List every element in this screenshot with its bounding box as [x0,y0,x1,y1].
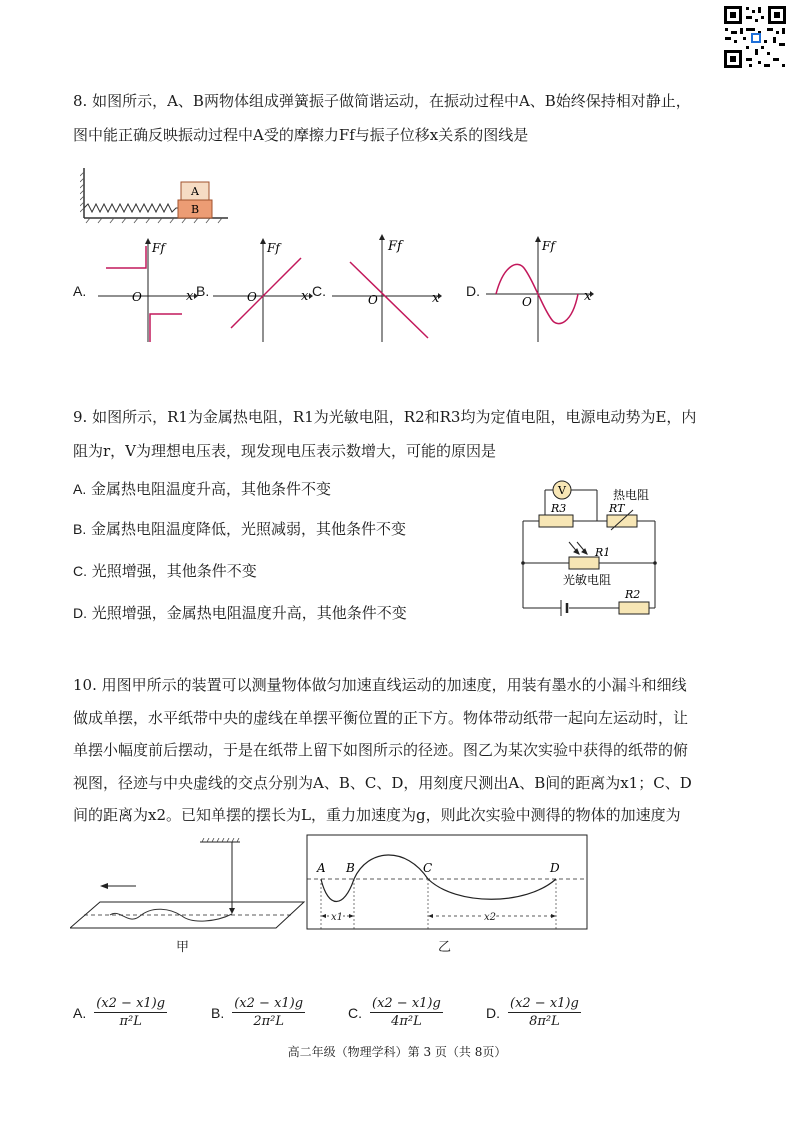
fraction [94,996,167,1029]
q9-circuit [515,476,665,624]
q8-graph-b [213,238,313,344]
q10-number: 10. [73,676,97,694]
point-a-label: A [317,861,326,875]
q9-option-b-text: 金属热电阻温度降低，光照减弱，其他条件不变 [91,520,407,538]
q9-line1 [73,400,733,434]
point-b-label: B [346,861,355,875]
thermistor-rt [607,515,637,527]
q9-option-a-text: 金属热电阻温度升高，其他条件不变 [91,480,332,498]
q8-option-b-letter: B. [196,283,210,299]
q10-figure-yi-caption: 乙 [438,940,452,955]
q10-line4: 视图，径迹与中央虚线的交点分别为A、B、C、D，用刻度尺测出A、B间的距离为x1；C、D [73,773,692,792]
axis-ff-label: Ff [388,239,402,254]
resistor-r3-label: R3 [551,502,567,515]
axis-x-label: x [301,289,309,304]
q10-option-c-letter: C. [348,1004,362,1021]
q8-number: 8. [73,92,88,110]
q10-figure-yi [306,834,590,932]
q8-line2 [73,118,733,152]
q10-stem [73,669,733,832]
axis-x-label: x [584,289,592,304]
block-a-label: A [191,185,199,198]
q9-line2-text: 阻为r，V为理想电压表，现发现电压表示数增大，可能的原因是 [73,442,497,460]
q9-option-c [73,560,257,581]
qr-code-icon [722,4,788,70]
axis-ff-label: Ff [267,241,280,255]
q8-option-a-letter: A. [73,283,87,299]
q9-option-c-text: 光照增强，其他条件不变 [91,562,257,580]
q10-figure-jia [70,838,306,930]
page-footer: 高二年级（物理学科）第 3 页（共 8页） [287,1045,507,1059]
thermal-resistor-caption: 热电阻 [613,488,650,502]
q9-option-d-letter: D. [73,605,87,621]
axis-ff-label: Ff [152,241,165,255]
origin-label: O [132,290,142,304]
distance-x2-label: x2 [484,912,497,923]
q10-line5: 间的距离为x2。已知单摆的摆长为L，重力加速度为g，则此次实验中测得的物体的加速度为 [73,806,681,824]
q8-option-d-letter: D. [466,283,480,299]
battery-icon [561,600,567,616]
origin-label: O [368,293,378,307]
q10-option-c [348,996,443,1029]
resistor-r2-label: R2 [625,588,641,601]
q10-option-d-letter: D. [486,1004,500,1021]
q9-number: 9. [73,408,88,426]
photoresistor-r1-label: R1 [595,546,611,559]
block-b-label: B [190,203,200,216]
q8-line2-text: 图中能正确反映振动过程中A受的摩擦力Ff与振子位移x关系的图线是 [73,126,529,144]
distance-x1-label: x1 [331,912,344,923]
curve-b [231,258,301,328]
q9-line1-text: 如图所示，R1为金属热电阻，R1为光敏电阻，R2和R3均为定值电阻，电源电动势为E，内 [92,408,697,426]
q10-option-b [211,996,305,1029]
q8-spring-figure [80,166,230,226]
denominator: 4π²L [391,1014,422,1029]
q8-graph-c [332,234,442,344]
funnel-icon [229,908,235,914]
q9-option-d-text: 光照增强，金属热电阻温度升高，其他条件不变 [91,604,407,622]
denominator: 2π²L [253,1014,284,1029]
q10-option-d [486,996,581,1029]
q10-option-a [73,996,167,1029]
denominator: π²L [119,1014,142,1029]
fraction [370,996,443,1029]
q9-option-a-letter: A. [73,481,87,497]
resistor-r2 [619,602,649,614]
numerator: (x2 − x1)g [234,996,304,1011]
q8-option-c-letter: C. [312,283,326,299]
resistor-r3 [539,515,573,527]
axis-x-label: x [186,289,194,304]
axis-x-label: x [432,291,440,306]
light-arrows-icon [569,542,587,554]
q9-option-a [73,478,331,499]
q8-graph-a [98,238,198,344]
q10-line1-text: 用图甲所示的装置可以测量物体做匀加速直线运动的加速度，用装有墨水的小漏斗和细线 [101,676,687,694]
q8-line1 [73,84,733,118]
thermistor-rt-label: RT [609,502,625,515]
q9-option-c-letter: C. [73,563,87,579]
origin-label: O [247,290,257,304]
q10-figure-jia-caption: 甲 [176,940,190,955]
voltmeter-label: V [558,484,566,497]
point-c-label: C [423,861,433,875]
axis-ff-label: Ff [542,239,555,253]
q9-option-b [73,518,406,539]
fraction [508,996,581,1029]
q10-line1 [73,669,733,702]
numerator: (x2 − x1)g [96,996,166,1011]
denominator: 8π²L [529,1014,560,1029]
q10-option-b-letter: B. [211,1004,225,1021]
numerator: (x2 − x1)g [510,996,579,1011]
fraction [232,996,305,1029]
q9-stem [73,400,733,468]
numerator: (x2 − x1)g [372,996,441,1011]
curve-c [350,262,428,338]
point-d-label: D [550,861,560,875]
q8-line1-text: 如图所示，A、B两物体组成弹簧振子做简谐运动，在振动过程中A、B始终保持相对静止， [92,92,691,110]
curve-a [106,246,146,268]
origin-label: O [522,295,532,309]
q9-option-b-letter: B. [73,521,87,537]
q8-stem [73,84,733,152]
trace-yi [321,855,556,902]
q8-graph-d [486,236,596,344]
spring [84,204,180,212]
q10-line3: 单摆小幅度前后摆动，于是在纸带上留下如图所示的径迹。图乙为某次实验中获得的纸带的俯 [73,741,689,759]
q10-option-a-letter: A. [73,1004,87,1021]
q9-option-d [73,602,407,623]
q9-line2 [73,434,733,468]
photoresistor-caption: 光敏电阻 [563,573,612,587]
q10-line2: 做成单摆，水平纸带中央的虚线在单摆平衡位置的正下方。物体带动纸带一起向左运动时，让 [73,708,689,727]
